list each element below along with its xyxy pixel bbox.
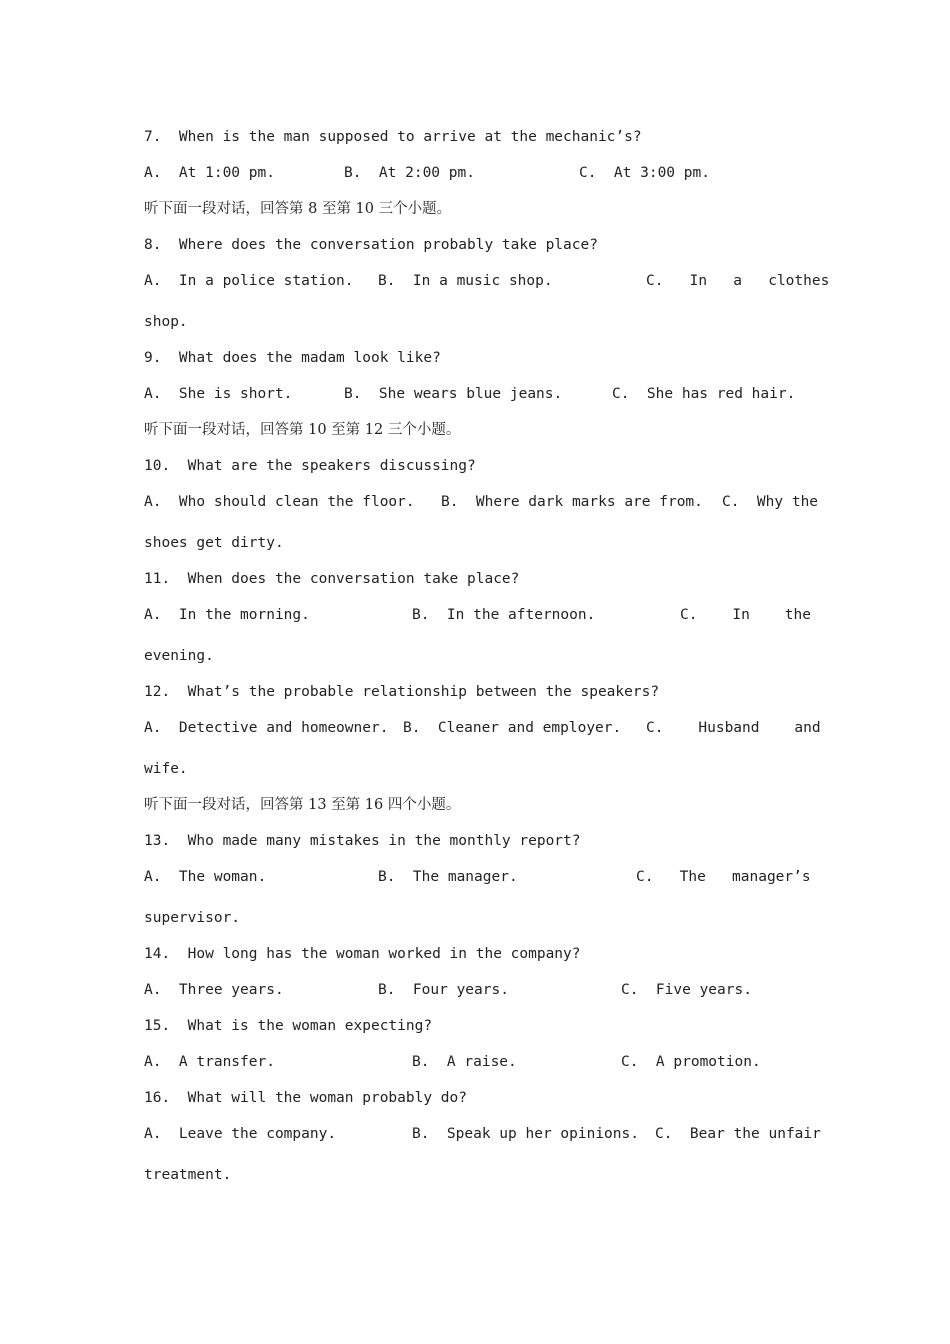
question-11-stem: 11. When does the conversation take place?: [144, 571, 520, 587]
question-16-option-c: C. Bear the unfair: [655, 1126, 821, 1142]
question-16-stem: 16. What will the woman probably do?: [144, 1090, 468, 1106]
question-8-stem: 8. Where does the conversation probably take place?: [144, 237, 598, 253]
question-11-option-c-wrap: evening.: [144, 648, 214, 664]
section-instruction-3: 听下面一段对话，回答第 13 至第 16 四个小题。: [144, 797, 461, 813]
section-instruction-1: 听下面一段对话，回答第 8 至第 10 三个小题。: [144, 201, 452, 217]
question-9-option-b: B. She wears blue jeans.: [344, 386, 563, 402]
question-9-option-a: A. She is short.: [144, 386, 293, 402]
question-11-option-a: A. In the morning.: [144, 607, 310, 623]
question-13-option-c: C. The manager’s: [636, 869, 811, 885]
question-12-option-a: A. Detective and homeowner.: [144, 720, 389, 736]
question-14-stem: 14. How long has the woman worked in the company?: [144, 946, 581, 962]
question-15-option-a: A. A transfer.: [144, 1054, 275, 1070]
question-13-stem: 13. Who made many mistakes in the monthly report?: [144, 833, 581, 849]
question-7-option-c: C. At 3:00 pm.: [579, 165, 710, 181]
question-12-option-c: C. Husband and: [646, 720, 821, 736]
question-13-option-b: B. The manager.: [378, 869, 518, 885]
question-10-option-c: C. Why the: [722, 494, 819, 510]
question-10-option-c-wrap: shoes get dirty.: [144, 535, 284, 551]
question-7-stem: 7. When is the man supposed to arrive at the mechanic’s?: [144, 129, 642, 145]
question-14-option-c: C. Five years.: [621, 982, 752, 998]
question-15-option-b: B. A raise.: [412, 1054, 517, 1070]
question-9-stem: 9. What does the madam look like?: [144, 350, 441, 366]
question-12-stem: 12. What’s the probable relationship between the speakers?: [144, 684, 660, 700]
question-11-option-c: C. In the: [680, 607, 811, 623]
question-8-option-b: B. In a music shop.: [378, 273, 553, 289]
question-8-option-c: C. In a clothes: [646, 273, 830, 289]
question-9-option-c: C. She has red hair.: [612, 386, 796, 402]
question-16-option-c-wrap: treatment.: [144, 1167, 232, 1183]
question-12-option-b: B. Cleaner and employer.: [403, 720, 622, 736]
question-13-option-c-wrap: supervisor.: [144, 910, 241, 926]
question-14-option-b: B. Four years.: [378, 982, 509, 998]
question-12-option-c-wrap: wife.: [144, 761, 188, 777]
question-14-option-a: A. Three years.: [144, 982, 284, 998]
question-7-option-a: A. At 1:00 pm.: [144, 165, 275, 181]
question-11-option-b: B. In the afternoon.: [412, 607, 596, 623]
question-8-option-c-wrap: shop.: [144, 314, 188, 330]
question-16-option-b: B. Speak up her opinions.: [412, 1126, 639, 1142]
question-15-option-c: C. A promotion.: [621, 1054, 761, 1070]
question-16-option-a: A. Leave the company.: [144, 1126, 337, 1142]
question-10-stem: 10. What are the speakers discussing?: [144, 458, 476, 474]
question-7-option-b: B. At 2:00 pm.: [344, 165, 475, 181]
question-15-stem: 15. What is the woman expecting?: [144, 1018, 433, 1034]
question-13-option-a: A. The woman.: [144, 869, 267, 885]
question-8-option-a: A. In a police station.: [144, 273, 354, 289]
question-10-option-a: A. Who should clean the floor.: [144, 494, 415, 510]
question-10-option-b: B. Where dark marks are from.: [441, 494, 703, 510]
section-instruction-2: 听下面一段对话，回答第 10 至第 12 三个小题。: [144, 422, 461, 438]
